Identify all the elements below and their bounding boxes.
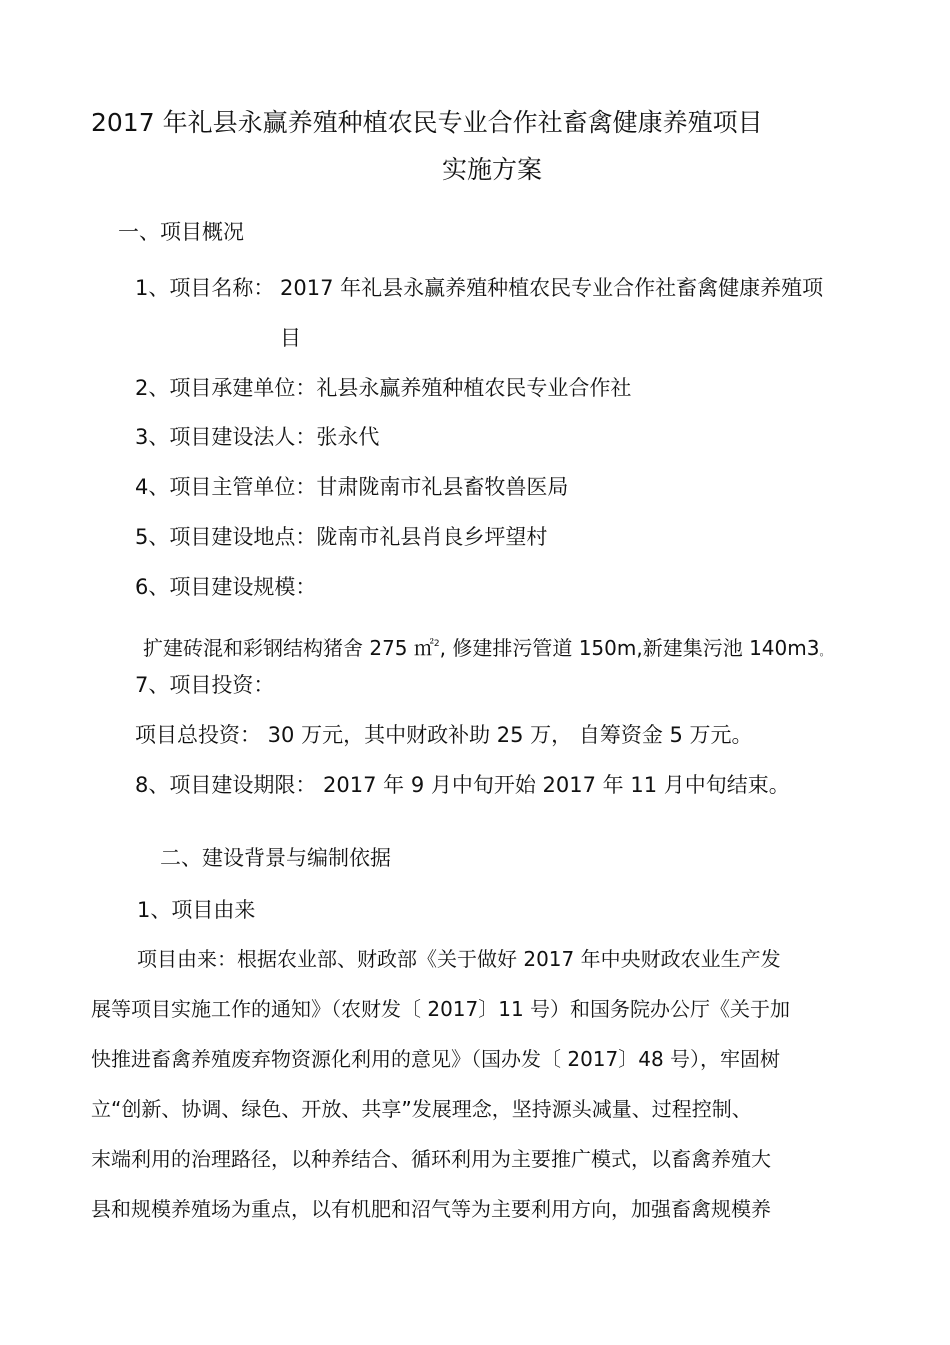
- item6-scale-label: 6、项目建设规模：: [135, 575, 317, 599]
- item6-detail-part-a: 扩建砖混和彩钢结构猪舍 275 ㎡: [143, 636, 434, 660]
- paragraph-line: 立“创新、协调、绿色、开放、共享”发展理念，坚持源头减量、过程控制、: [91, 1097, 752, 1121]
- doc-title-line2: 实施方案: [442, 155, 543, 184]
- item7-investment-detail: 项目总投资： 30 万元，其中财政补助 25 万， 自筹资金 5 万元。: [135, 723, 753, 747]
- paragraph-line: 快推进畜禽养殖废弃物资源化利用的意见》（国办发〔 2017〕48 号），牢固树: [91, 1047, 781, 1071]
- paragraph-line: 项目由来：根据农业部、财政部《关于做好 2017 年中央财政农业生产发: [137, 947, 781, 971]
- item7-investment-label: 7、项目投资：: [135, 673, 275, 697]
- doc-title-line1: 2017 年礼县永赢养殖种植农民专业合作社畜禽健康养殖项目: [91, 108, 763, 137]
- item1-value-line1: 2017 年礼县永赢养殖种植农民专业合作社畜禽健康养殖项: [280, 276, 824, 300]
- paragraph-line: 展等项目实施工作的通知》（农财发〔 2017〕11 号）和国务院办公厅《关于加: [91, 997, 791, 1021]
- item6-detail-superscript: 2: [433, 639, 440, 649]
- item5-location: 5、项目建设地点：陇南市礼县肖良乡坪望村: [135, 525, 548, 549]
- paragraph-line: 县和规模养殖场为重点，以有机肥和沼气等为主要利用方向，加强畜禽规模养: [91, 1197, 771, 1221]
- subsection-heading-origin: 1、项目由来: [137, 898, 256, 922]
- section-heading-overview: 一、项目概况: [118, 220, 244, 244]
- item4-supervisor: 4、项目主管单位：甘肃陇南市礼县畜牧兽医局: [135, 475, 569, 499]
- item6-detail-tail: 。: [819, 645, 831, 658]
- paragraph-line: 末端利用的治理路径，以种养结合、循环利用为主要推广模式，以畜禽养殖大: [91, 1147, 771, 1171]
- item1-label: 1、项目名称：: [135, 276, 275, 300]
- item3-legal-person: 3、项目建设法人：张永代: [135, 425, 380, 449]
- item1-value-line2: 目: [280, 326, 301, 350]
- item8-period: 8、项目建设期限： 2017 年 9 月中旬开始 2017 年 11 月中旬结束。: [135, 773, 790, 797]
- item2-builder: 2、项目承建单位：礼县永赢养殖种植农民专业合作社: [135, 376, 632, 400]
- item6-scale-detail: [143, 631, 830, 665]
- section-heading-background: 二、建设背景与编制依据: [160, 846, 391, 870]
- item6-detail-part-b: , 修建排污管道 150m,新建集污池 140m3: [439, 636, 820, 660]
